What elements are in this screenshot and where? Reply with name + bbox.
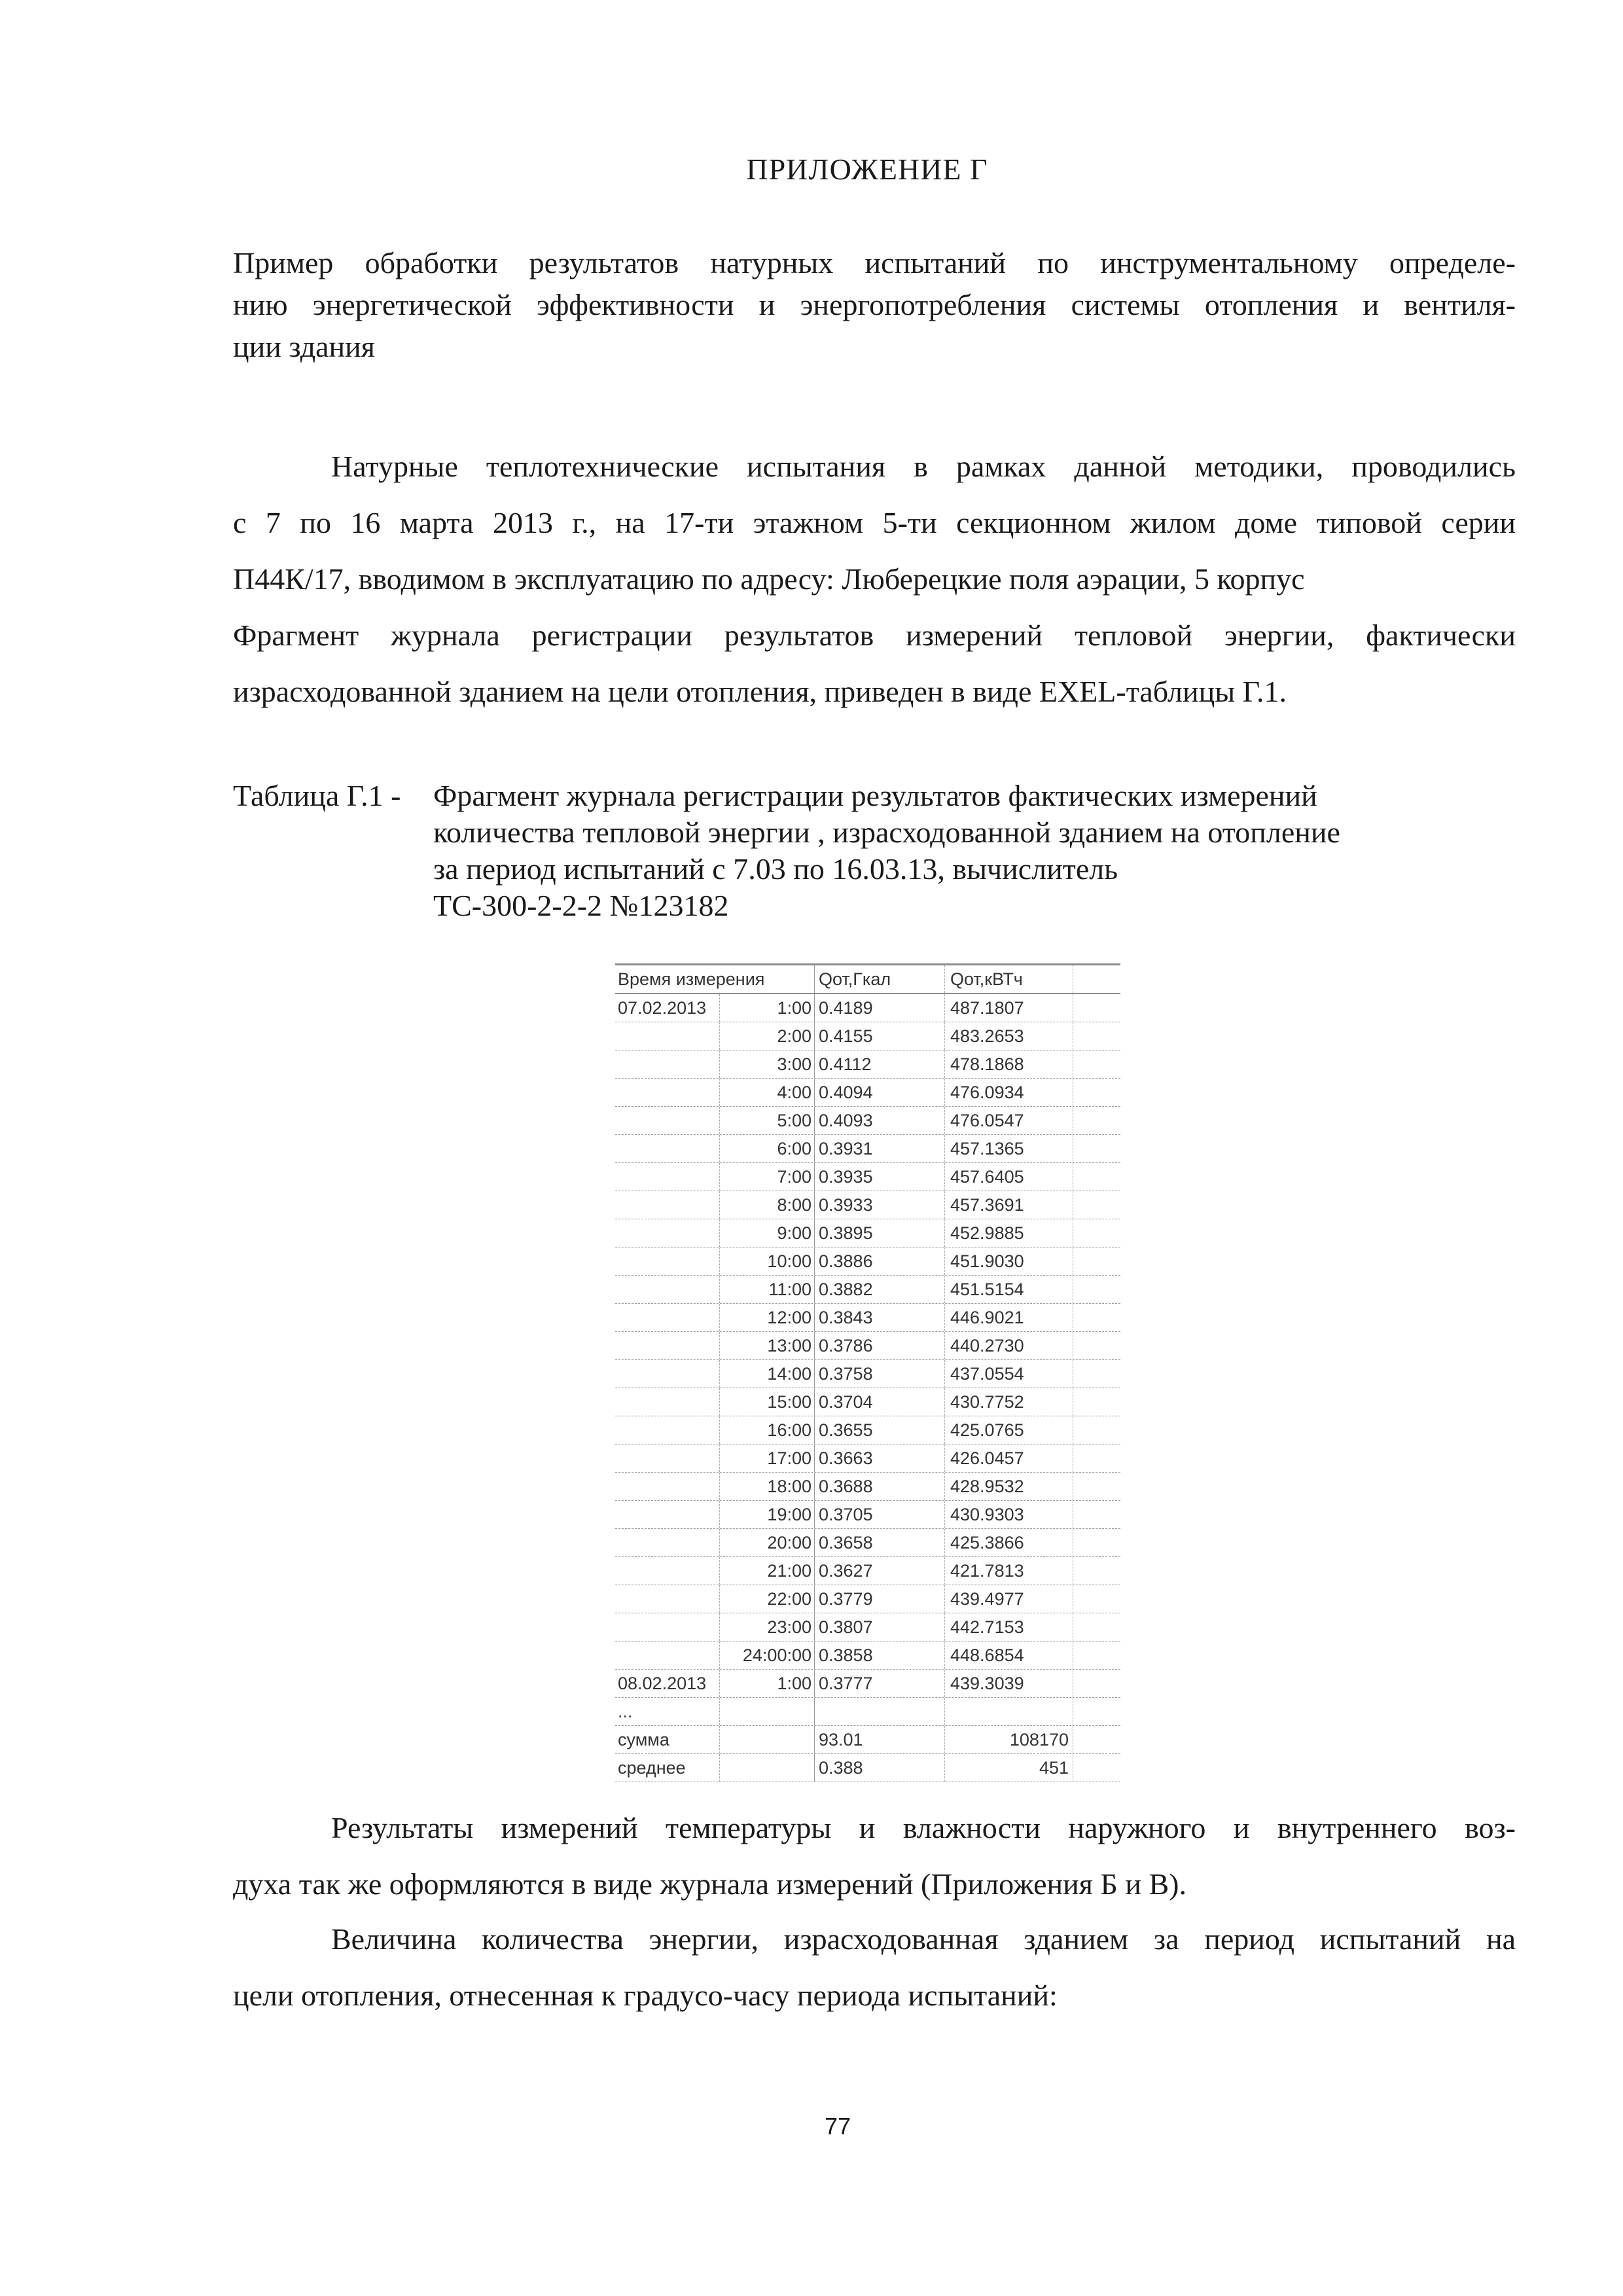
table-row xyxy=(615,1276,1120,1304)
cell-kwh: 448.6854 xyxy=(945,1641,1073,1669)
table-row xyxy=(615,1613,1120,1641)
cell-date xyxy=(615,1219,720,1247)
cell-gcal: 0.3933 xyxy=(814,1191,945,1219)
cell-date xyxy=(615,1191,720,1219)
cell-kwh: 476.0547 xyxy=(945,1107,1073,1134)
cell-time: 17:00 xyxy=(767,1448,812,1468)
cell-kwh: 430.7752 xyxy=(945,1388,1073,1416)
cell-gcal: 0.3758 xyxy=(814,1360,945,1388)
summary-row xyxy=(615,1754,1120,1782)
summary-row xyxy=(615,1726,1120,1754)
cell-gcal: 0.4189 xyxy=(814,994,945,1022)
cell-gcal: 0.3658 xyxy=(814,1529,945,1556)
cell-date xyxy=(615,1416,720,1444)
cell-kwh: 457.1365 xyxy=(945,1135,1073,1162)
cell-gcal: 0.3663 xyxy=(814,1444,945,1472)
cell-kwh: 457.6405 xyxy=(945,1163,1073,1191)
subtitle-line: нию энергетической эффективности и энергопотребления системы отопления и вентиля- xyxy=(233,288,1516,321)
cell-kwh: 421.7813 xyxy=(945,1557,1073,1585)
cell-time: 11:00 xyxy=(768,1280,812,1299)
cell-date xyxy=(615,1107,720,1134)
cell-gcal: 0.3843 xyxy=(814,1304,945,1331)
cell-date xyxy=(615,1585,720,1613)
table-row xyxy=(615,1304,1120,1332)
table-row xyxy=(615,1698,1120,1726)
table-row xyxy=(615,1501,1120,1529)
paragraph-line-text: Натурные теплотехнические испытания в рамках данной методики, проводились xyxy=(331,450,1516,483)
cell-kwh: 451.5154 xyxy=(945,1276,1073,1303)
cell-kwh: 426.0457 xyxy=(945,1444,1073,1472)
header-kwh: Qот,кВТч xyxy=(945,965,1073,993)
cell-kwh: 425.3866 xyxy=(945,1529,1073,1556)
table-caption-label: Таблица Г.1 - xyxy=(233,779,401,812)
table-row xyxy=(615,1670,1120,1698)
cell-time: 23:00 xyxy=(767,1617,812,1637)
cell-time: 6:00 xyxy=(777,1139,812,1158)
cell-date xyxy=(615,1388,720,1416)
paragraph-line: П44К/17, вводимом в эксплуатацию по адресу: Люберецкие поля аэрации, 5 корпус xyxy=(233,562,1305,596)
paragraph-line: израсходованной зданием на цели отопления, приведен в виде EXEL-таблицы Г.1. xyxy=(233,675,1287,708)
cell-date xyxy=(615,1135,720,1162)
page-number: 77 xyxy=(824,2113,851,2140)
cell-kwh: 442.7153 xyxy=(945,1613,1073,1641)
cell-time: 18:00 xyxy=(767,1477,812,1496)
cell-gcal: 0.4155 xyxy=(814,1022,945,1050)
cell-date xyxy=(615,1641,720,1669)
table-row xyxy=(615,1641,1120,1670)
cell-time: 3:00 xyxy=(777,1054,812,1074)
table-row xyxy=(615,1219,1120,1247)
cell-kwh: 483.2653 xyxy=(945,1022,1073,1050)
cell-gcal: 0.3705 xyxy=(814,1501,945,1528)
cell-time: 8:00 xyxy=(777,1195,812,1215)
cell-gcal: 0.3807 xyxy=(814,1613,945,1641)
cell-gcal: 0.3858 xyxy=(814,1641,945,1669)
cell-kwh: 452.9885 xyxy=(945,1219,1073,1247)
cell-date xyxy=(615,1163,720,1191)
cell-kwh: 439.3039 xyxy=(945,1670,1073,1697)
header-gcal: Qот,Гкал xyxy=(814,965,945,993)
summary-kwh: 108170 xyxy=(945,1726,1073,1753)
table-row xyxy=(615,1416,1120,1444)
cell-kwh: 457.3691 xyxy=(945,1191,1073,1219)
cell-date xyxy=(615,1557,720,1585)
cell-date: 07.02.2013 xyxy=(615,994,720,1022)
cell-gcal: 0.3935 xyxy=(814,1163,945,1191)
cell-time: 24:00:00 xyxy=(742,1645,812,1665)
cell-time: 7:00 xyxy=(777,1167,812,1187)
summary-label: сумма xyxy=(615,1726,720,1753)
appendix-title: ПРИЛОЖЕНИЕ Г xyxy=(746,152,988,186)
paragraph-test-description xyxy=(233,439,1516,720)
cell-gcal: 0.3704 xyxy=(814,1388,945,1416)
cell-time: 13:00 xyxy=(767,1336,812,1355)
table-caption-line: количества тепловой энергии , израсходованной зданием на отопление xyxy=(433,816,1340,849)
paragraph-line xyxy=(233,1800,1516,1856)
cell-time: 16:00 xyxy=(767,1420,812,1440)
paragraph-line: Фрагмент журнала регистрации результатов измерений тепловой энергии, фактически xyxy=(233,619,1516,652)
cell-date xyxy=(615,1501,720,1528)
appendix-subtitle xyxy=(233,242,1516,368)
cell-time: 21:00 xyxy=(767,1561,812,1581)
table-row xyxy=(615,1444,1120,1473)
cell-date xyxy=(615,1276,720,1303)
cell-date: 08.02.2013 xyxy=(615,1670,720,1697)
excel-table xyxy=(615,963,1120,1782)
cell-time: 20:00 xyxy=(767,1533,812,1552)
cell-date xyxy=(615,1050,720,1078)
cell-date xyxy=(615,1473,720,1500)
cell-time: 4:00 xyxy=(777,1083,812,1102)
table-row xyxy=(615,1473,1120,1501)
cell-kwh: 439.4977 xyxy=(945,1585,1073,1613)
table-row xyxy=(615,1360,1120,1388)
cell-date xyxy=(615,1022,720,1050)
table-row xyxy=(615,994,1120,1022)
cell-empty xyxy=(720,1754,814,1782)
table-row xyxy=(615,1529,1120,1557)
cell-time: 5:00 xyxy=(777,1111,812,1130)
cell-date xyxy=(615,1613,720,1641)
table-caption-line: за период испытаний с 7.03 по 16.03.13, вычислитель xyxy=(433,852,1118,886)
cell-kwh: 440.2730 xyxy=(945,1332,1073,1359)
cell-time: 12:00 xyxy=(767,1308,812,1327)
table-row xyxy=(615,1388,1120,1416)
cell-date xyxy=(615,1247,720,1275)
cell-gcal: 0.4112 xyxy=(814,1050,945,1078)
table-row xyxy=(615,1163,1120,1191)
cell-time: 1:00 xyxy=(777,1674,812,1693)
cell-gcal: 0.3895 xyxy=(814,1219,945,1247)
table-caption-text xyxy=(433,778,1480,924)
cell-date xyxy=(615,1304,720,1331)
table-row xyxy=(615,1191,1120,1219)
cell-gcal: 0.3931 xyxy=(814,1135,945,1162)
table-row xyxy=(615,1079,1120,1107)
subtitle-line: ции здания xyxy=(233,330,375,363)
cell-date xyxy=(615,1079,720,1106)
cell-kwh: 430.9303 xyxy=(945,1501,1073,1528)
table-caption-line: ТС-300-2-2-2 №123182 xyxy=(433,889,729,922)
paragraph-line xyxy=(233,439,1516,495)
cell-time: 2:00 xyxy=(777,1026,812,1046)
table-row xyxy=(615,1247,1120,1276)
table-header-row xyxy=(615,963,1120,994)
cell-kwh: 451.9030 xyxy=(945,1247,1073,1275)
cell-time: 1:00 xyxy=(777,998,812,1018)
table-row xyxy=(615,1557,1120,1585)
paragraph-energy-per-degree-hour xyxy=(233,1911,1516,2024)
cell-kwh: 487.1807 xyxy=(945,994,1073,1022)
cell-kwh: 425.0765 xyxy=(945,1416,1073,1444)
cell-kwh: 446.9021 xyxy=(945,1304,1073,1331)
summary-kwh: 451 xyxy=(945,1754,1073,1782)
cell-gcal: 0.3627 xyxy=(814,1557,945,1585)
cell-kwh: 476.0934 xyxy=(945,1079,1073,1106)
cell-gcal: 0.3777 xyxy=(814,1670,945,1697)
table-caption-line: Фрагмент журнала регистрации результатов фактических измерений xyxy=(433,779,1317,812)
cell-gcal: 0.3882 xyxy=(814,1276,945,1303)
table-row xyxy=(615,1022,1120,1050)
cell-kwh: 437.0554 xyxy=(945,1360,1073,1388)
cell-time: 22:00 xyxy=(767,1589,812,1609)
cell-date xyxy=(615,1444,720,1472)
cell-gcal xyxy=(814,1698,945,1725)
table-row xyxy=(615,1107,1120,1135)
cell-empty xyxy=(720,1726,814,1753)
table-row xyxy=(615,1332,1120,1360)
cell-gcal: 0.3886 xyxy=(814,1247,945,1275)
paragraph-line: с 7 по 16 марта 2013 г., на 17-ти этажном 5-ти секционном жилом доме типовой серии xyxy=(233,506,1516,539)
cell-gcal: 0.4093 xyxy=(814,1107,945,1134)
cell-date xyxy=(615,1529,720,1556)
cell-gcal: 0.3779 xyxy=(814,1585,945,1613)
cell-gcal: 0.3655 xyxy=(814,1416,945,1444)
summary-gcal: 0.388 xyxy=(814,1754,945,1782)
cell-gcal: 0.3688 xyxy=(814,1473,945,1500)
cell-gcal: 0.4094 xyxy=(814,1079,945,1106)
cell-date xyxy=(615,1360,720,1388)
paragraph-line xyxy=(233,1911,1516,1967)
cell-time: 15:00 xyxy=(767,1392,812,1412)
cell-time: 9:00 xyxy=(777,1223,812,1243)
paragraph-line-text: Результаты измерений температуры и влажности наружного и внутреннего воз- xyxy=(331,1811,1516,1844)
cell-kwh: 428.9532 xyxy=(945,1473,1073,1500)
table-row xyxy=(615,1135,1120,1163)
paragraph-line-text: Величина количества энергии, израсходованная зданием за период испытаний на xyxy=(331,1922,1516,1956)
cell-date xyxy=(615,1332,720,1359)
table-row xyxy=(615,1585,1120,1613)
table-row xyxy=(615,1050,1120,1079)
paragraph-line: духа так же оформляются в виде журнала измерений (Приложения Б и В). xyxy=(233,1867,1186,1901)
subtitle-line: Пример обработки результатов натурных испытаний по инструментальному определе- xyxy=(233,246,1516,279)
paragraph-line: цели отопления, отнесенная к градусо-часу периода испытаний: xyxy=(233,1979,1058,2012)
cell-time: 10:00 xyxy=(767,1251,812,1271)
cell-date: ... xyxy=(615,1698,720,1725)
cell-kwh xyxy=(945,1698,1073,1725)
cell-time: 19:00 xyxy=(767,1505,812,1524)
cell-time: 14:00 xyxy=(767,1364,812,1384)
cell-gcal: 0.3786 xyxy=(814,1332,945,1359)
summary-gcal: 93.01 xyxy=(814,1726,945,1753)
cell-time xyxy=(720,1698,814,1725)
header-time: Время измерения xyxy=(618,969,765,989)
cell-kwh: 478.1868 xyxy=(945,1050,1073,1078)
paragraph-measurement-results xyxy=(233,1800,1516,1912)
summary-label: среднее xyxy=(615,1754,720,1782)
